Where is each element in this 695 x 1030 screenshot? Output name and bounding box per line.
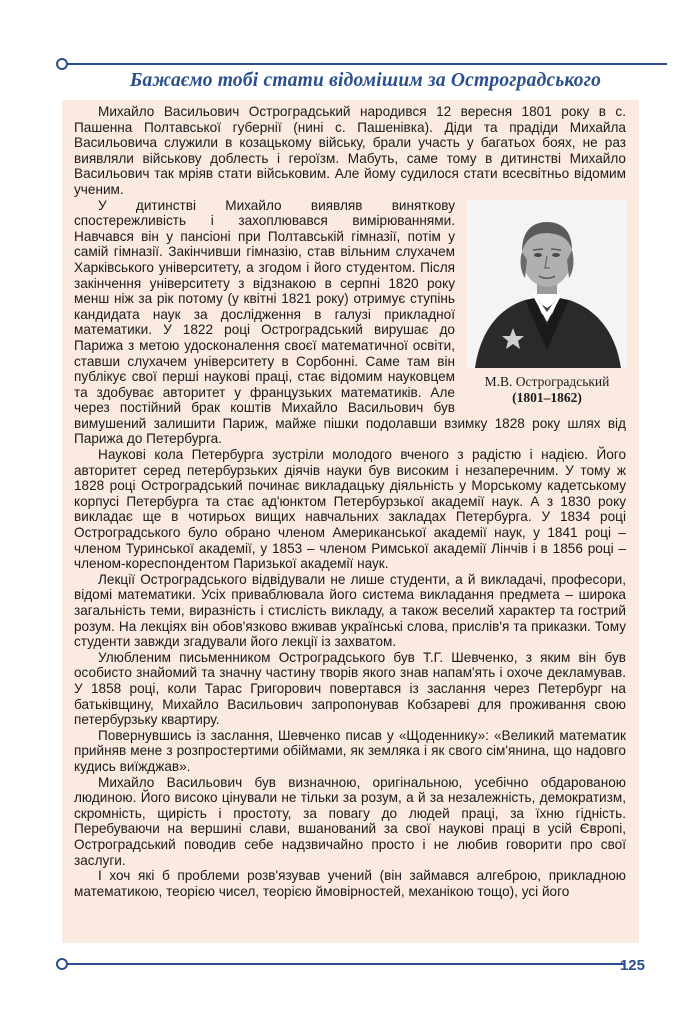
page-number: 125	[619, 957, 645, 974]
paragraph-4: Лекції Остроградського відвідували не лише студенти, а й викладачі, професори, відомі математики. Усіх приваблювала його система викладання предмета – широка загальність теми, виразність і стислість викладу, а також веселий характер та гострий розум. На лекціях він обов'язково вживав українські слова, прислів'я та приказки. Тому студенти завжди згадували його лекції із захватом.	[74, 571, 626, 650]
article-box	[62, 100, 639, 943]
caption-years: (1801–1862)	[512, 389, 582, 405]
paragraph-5: Улюбленим письменником Остроградського був Т.Г. Шевченко, з яким він був особисто знайомий та значну частину творів якого знав напам'ять і охоче декламував. У 1858 році, коли Тарас Григорович повертався із заслання через Петербург на батьківщину, Михайло Васильович запропонував Кобзареві для проживання свою петербурзьку квартиру.	[74, 649, 626, 728]
header-rule	[64, 63, 667, 65]
page-title: Бажаємо тобі стати відомішим за Остроградського	[129, 70, 602, 91]
paragraph-1: Михайло Васильович Остроградський народився 12 вересня 1801 року в с. Пашенна Полтавської губернії (нині с. Пашенівка). Діди та прадіди Михайла Васильовича служили в козацькому війську, брали участь у багатьох боях, не раз виявляли військову доблесть і героїзм. Мабуть, саме тому в дитинстві Михайло Васильович так мріяв стати військовим. Але йому судилося стати всесвітньо відомим ученим.	[74, 104, 626, 197]
article-text	[74, 104, 626, 899]
portrait-caption	[467, 374, 627, 406]
portrait-image	[467, 200, 627, 368]
paragraph-7: Михайло Васильович був визначною, оригінальною, усебічно обдарованою людиною. Його високо цінували не тільки за розум, а й за незалежність, демократизм, скромність, щирість і простоту, за повагу до людей праці, за їхню гідність. Перебуваючи на вершині слави, вшанований за свої наукові праці в усій Європі, Остроградський поводив себе надзвичайно просто і не любив говорити про свої заслуги.	[74, 774, 626, 868]
paragraph-8: І хоч які б проблеми розв'язував учений (він займався алгеброю, прикладною математикою, теорією чисел, теорією ймовірностей, механікою тощо), усі його	[74, 868, 626, 899]
paragraph-2: У дитинстві Михайло виявляв виняткову спостережливість і захоплювався вимірюваннями. Навчався він у пансіоні при Полтавській гімназії, потім у самій гімназії. Закінчивши гімназію, став вільним слухачем Харківського університету, а згодом і його студентом. Після закінчення університету з відзнакою в серпні 1820 року менш ніж за рік потому (у квітні 1821 року) отримує ступінь кандидата наук за дослідження в галузі прикладної математики. У 1822 році Остроградський вирушає до Парижа з метою удосконалення своєї математичної освіти, ставши слухачем університету в Сорбонні. Саме там він публікує свої перші наукові праці, стає відомим науковцем та здобуває авторитет у французьких математиків. Але через постійний брак коштів Михайло Васильович був вимушений залишити Париж, майже пішки подолавши взимку 1828 року шлях від Парижа до Петербурга.	[74, 197, 626, 447]
footer-rule-circle	[56, 958, 68, 970]
paragraph-6: Повернувшись із заслання, Шевченко писав у «Щоденнику»: «Великий математик прийняв мене з розпростертими обіймами, як земляка і як свого сім'янина, що надовго кудись виїжджав».	[74, 727, 626, 774]
header-rule-circle	[56, 58, 68, 70]
footer-rule	[64, 963, 625, 965]
caption-name: М.В. Остроградський	[484, 373, 610, 389]
portrait-figure	[467, 200, 627, 406]
paragraph-3: Наукові кола Петербурга зустріли молодого вченого з радістю і надією. Його авторитет серед петербурзьких діячів науки був високим і незаперечним. У тому ж 1828 році Остроградський починає викладацьку діяльність у Морському кадетському корпусі Петербурга та стає ад'юнктом Петербурзької академії наук. А з 1830 року викладає ще в чотирьох вищих навчальних закладах Петербурга. У 1834 році Остроградського було обрано членом Американської академії наук, у 1841 році – членом Туринської академії, у 1853 – членом Римської академії Лінчів і в 1856 році – членом-кореспондентом Паризької академії наук.	[74, 447, 626, 572]
